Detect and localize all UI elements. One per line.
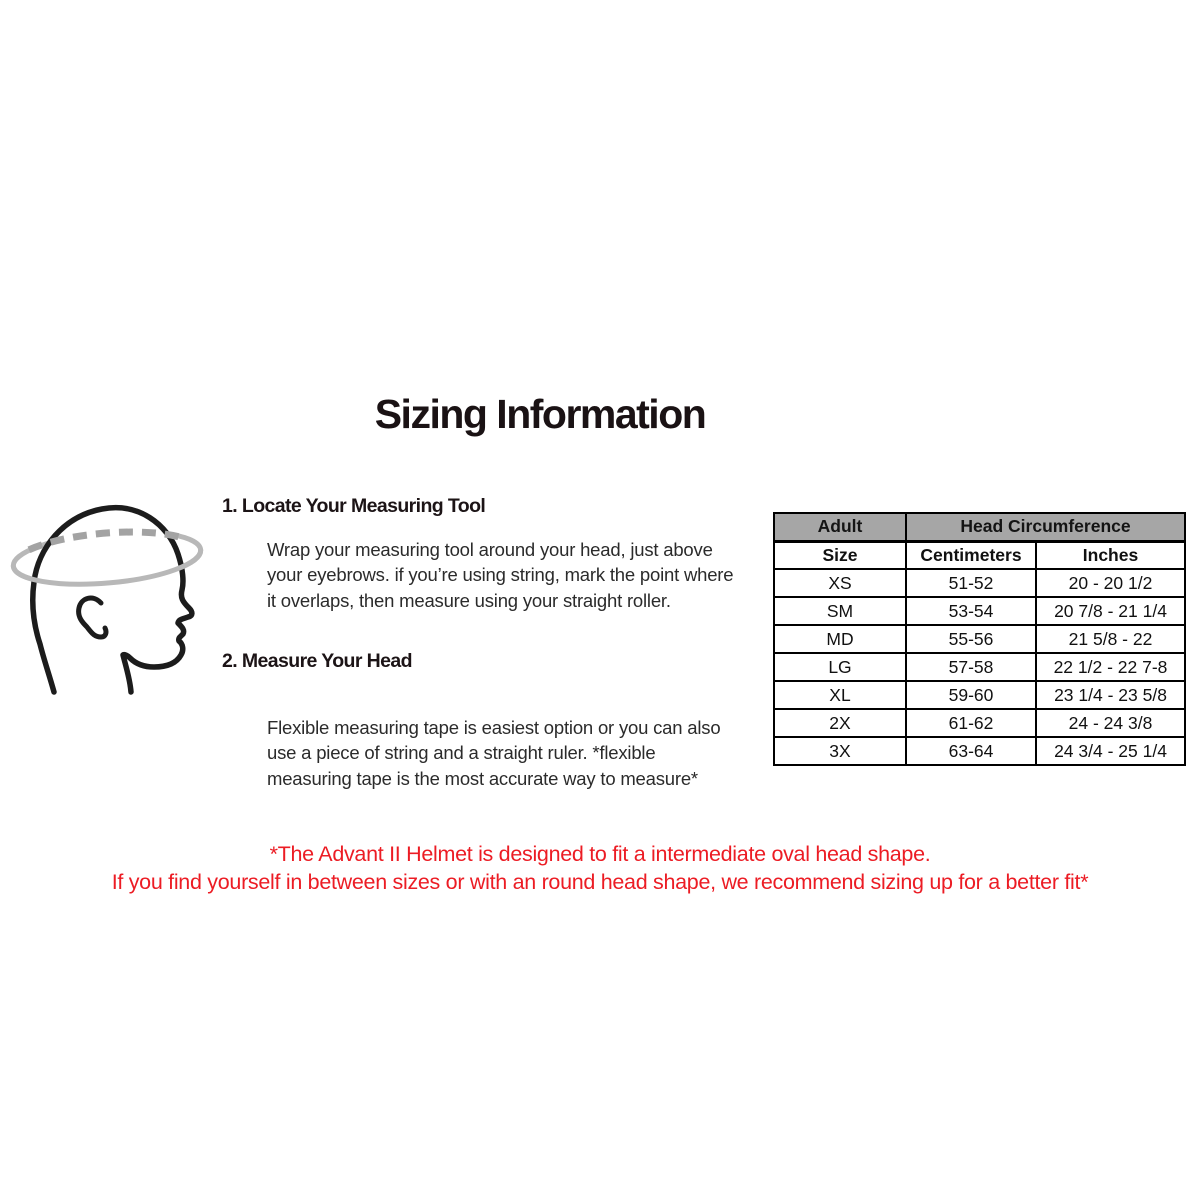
fit-footnote — [0, 840, 1200, 896]
column-header-centimeters: Centimeters — [906, 541, 1036, 569]
centimeters-cell: 51-52 — [906, 569, 1036, 597]
inches-cell: 24 - 24 3/8 — [1036, 709, 1185, 737]
adult-group-header: Adult — [774, 513, 906, 541]
table-row — [774, 569, 1185, 597]
size-cell: 2X — [774, 709, 906, 737]
table-row — [774, 597, 1185, 625]
head-circumference-group-header: Head Circumference — [906, 513, 1185, 541]
inches-cell: 24 3/4 - 25 1/4 — [1036, 737, 1185, 765]
step-2-heading: 2. Measure Your Head — [222, 650, 412, 672]
table-row — [774, 653, 1185, 681]
size-cell: XS — [774, 569, 906, 597]
table-row — [774, 625, 1185, 653]
inches-cell: 21 5/8 - 22 — [1036, 625, 1185, 653]
centimeters-cell: 63-64 — [906, 737, 1036, 765]
centimeters-cell: 53-54 — [906, 597, 1036, 625]
table-row — [774, 709, 1185, 737]
inches-cell: 23 1/4 - 23 5/8 — [1036, 681, 1185, 709]
inches-cell: 20 - 20 1/2 — [1036, 569, 1185, 597]
head-measurement-illustration — [2, 486, 217, 701]
inches-cell: 20 7/8 - 21 1/4 — [1036, 597, 1185, 625]
centimeters-cell: 59-60 — [906, 681, 1036, 709]
size-cell: MD — [774, 625, 906, 653]
fit-footnote-line-1: *The Advant II Helmet is designed to fit a intermediate oval head shape. — [269, 842, 931, 866]
page-title: Sizing Information — [374, 391, 706, 437]
size-cell: 3X — [774, 737, 906, 765]
inches-cell: 22 1/2 - 22 7-8 — [1036, 653, 1185, 681]
table-column-header-row — [774, 541, 1185, 569]
sizing-table — [773, 512, 1186, 766]
size-cell: LG — [774, 653, 906, 681]
size-cell: SM — [774, 597, 906, 625]
table-group-header-row — [774, 513, 1185, 541]
fit-footnote-line-2: If you find yourself in between sizes or with an round head shape, we recommend sizing up for a better fit* — [111, 870, 1089, 894]
column-header-inches: Inches — [1036, 541, 1185, 569]
step-1-body: Wrap your measuring tool around your head, just above your eyebrows. if you’re using string, mark the point where it overlaps, then measure using your straight roller. — [267, 539, 734, 611]
centimeters-cell: 55-56 — [906, 625, 1036, 653]
step-2-body: Flexible measuring tape is easiest option or you can also use a piece of string and a straight ruler. *flexible measuring tape is the most accurate way to measure* — [267, 717, 721, 789]
centimeters-cell: 57-58 — [906, 653, 1036, 681]
centimeters-cell: 61-62 — [906, 709, 1036, 737]
step-1-heading: 1. Locate Your Measuring Tool — [222, 495, 486, 517]
column-header-size: Size — [774, 541, 906, 569]
table-row — [774, 681, 1185, 709]
size-cell: XL — [774, 681, 906, 709]
table-row — [774, 737, 1185, 765]
